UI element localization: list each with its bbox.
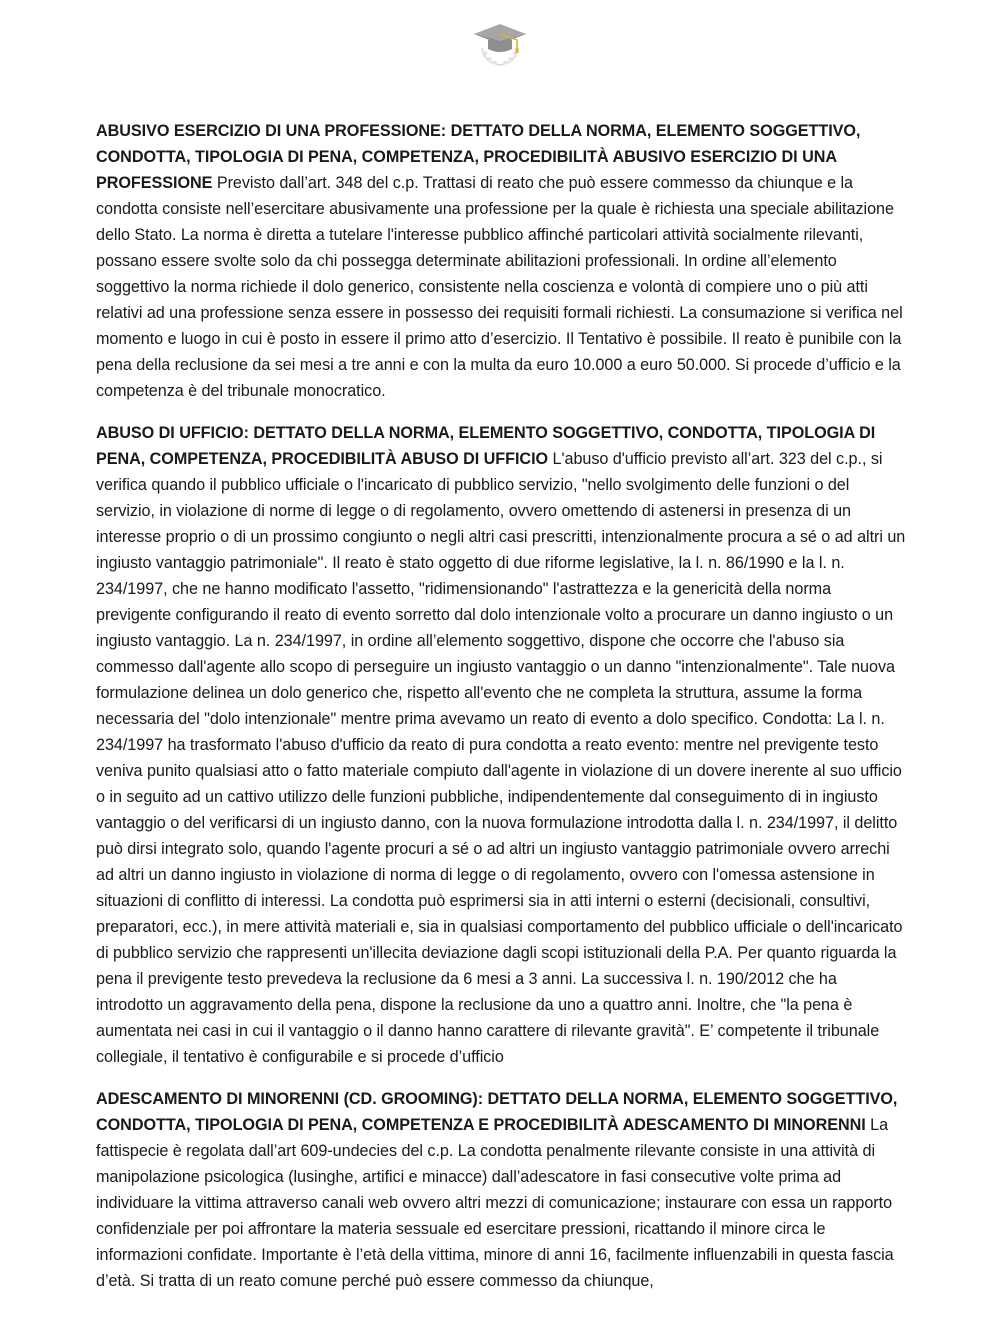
graduation-cap-icon — [470, 18, 530, 68]
section-heading: ABUSIVO ESERCIZIO DI UNA PROFESSIONE: DETTATO DELLA NORMA, ELEMENTO SOGGETTIVO, CONDOTTA, TIPOLOGIA DI PENA, COMPETENZA, PROCEDIBILITÀ ABUSIVO ESERCIZIO DI UNA PROFESSIONE — [96, 122, 861, 192]
section-adescamento-minorenni — [96, 1086, 908, 1294]
section-abusivo-esercizio — [96, 118, 908, 404]
section-text: L'abuso d'ufficio previsto all’art. 323 del c.p., si verifica quando il pubblico ufficiale o l'incaricato di pubblico servizio, "nello svolgimento delle funzioni o del servizio, in violazione di norme di legge o di regolamento, ovvero omettendo di astenersi in presenza di un interesse proprio o di un prossimo congiunto o negli altri casi prescritti, intenzionalmente procura a sé o ad altri un ingiusto vantaggio patrimoniale". Il reato è stato oggetto di due riforme legislative, la l. n. 86/1990 e la l. n. 234/1997, che ne hanno modificato l'assetto, "ridimensionando" l'astrattezza e la genericità della norma previgente configurando il reato di evento sorretto dal dolo intenzionale volto a procurare un danno ingiusto o un ingiusto vantaggio. La n. 234/1997, in ordine all’elemento soggettivo, dispone che occorre che l'abuso sia commesso dall'agente allo scopo di perseguire un ingiusto vantaggio o un danno "intenzionalmente". Tale nuova formulazione delinea un dolo generico che, rispetto all'evento che ne completa la struttura, assume la forma necessaria del "dolo intenzionale" mentre prima avevamo un reato di evento a dolo specifico. Condotta: La l. n. 234/1997 ha trasformato l'abuso d'ufficio da reato di pura condotta a reato evento: mentre nel previgente testo veniva punito qualsiasi atto o fatto materiale compiuto dall'agente in violazione di un dovere inerente al suo ufficio o in seguito ad un cattivo utilizzo delle funzioni pubbliche, indipendentemente dal conseguimento di in ingiusto vantaggio o del verificarsi di un ingiusto danno, con la nuova formulazione introdotta dalla l. n. 234/1997, il delitto può dirsi integrato solo, quando l'agente procuri a sé o ad altri un ingiusto vantaggio patrimoniale ovvero arrechi ad altri un danno ingiusto in violazione di norma di legge o di regolamento, ovvero con l'omessa astensione in situazioni di conflitto di interessi. La condotta può esprimersi sia in atti interni o esterni (decisionali, consultivi, preparatori, ecc.), in mere attività materiali e, sia in qualsiasi comportamento del pubblico ufficiale o dell'incaricato di pubblico servizio che rappresenti un'illecita deviazione dagli scopi istituzionali della P.A. Per quanto riguarda la pena il previgente testo prevedeva la reclusione da 6 mesi a 3 anni. La successiva l. n. 190/2012 che ha introdotto un aggravamento della pena, dispone la reclusione da uno a quattro anni. Inoltre, che "la pena è aumentata nei casi in cui il vantaggio o il danno hanno carattere di rilevante gravità". E’ competente il tribunale collegiale, il tentativo è configurabile e si procede d’ufficio — [96, 450, 906, 1066]
section-abuso-ufficio — [96, 420, 908, 1070]
section-heading: ABUSO DI UFFICIO: DETTATO DELLA NORMA, ELEMENTO SOGGETTIVO, CONDOTTA, TIPOLOGIA DI PENA, COMPETENZA, PROCEDIBILITÀ ABUSO DI UFFICIO — [96, 424, 876, 468]
section-text: Previsto dall’art. 348 del c.p. Trattasi di reato che può essere commesso da chiunque e la condotta consiste nell’esercitare abusivamente una professione per la quale è richiesta una speciale abilitazione dello Stato. La norma è diretta a tutelare l'interesse pubblico affinché particolari attività socialmente rilevanti, possano essere svolte solo da chi possegga determinate abilitazioni professionali. In ordine all’elemento soggettivo la norma richiede il dolo generico, consistente nella coscienza e volontà di compiere uno o più atti relativi ad una professione senza essere in possesso dei requisiti formali richiesti. La consumazione si verifica nel momento e luogo in cui è posto in essere il primo atto d’esercizio. Il Tentativo è possibile. Il reato è punibile con la pena della reclusione da sei mesi a tre anni e con la multa da euro 10.000 a euro 50.000. Si procede d’ufficio e la competenza è del tribunale monocratico. — [96, 174, 903, 400]
section-text: La fattispecie è regolata dall’art 609-undecies del c.p. La condotta penalmente rilevante consiste in una attività di manipolazione psicologica (lusinghe, artifici e minacce) dall’adescatore in fasi consecutive volte prima ad individuare la vittima attraverso canali web ovvero altri mezzi di comunicazione; instaurare con essa un rapporto confidenziale per poi affrontare la materia sessuale ed esercitare pressioni, ricattando il minore circa le informazioni confidate. Importante è l’età della vittima, minore di anni 16, facilmente influenzabili in questa fascia d’età. Si tratta di un reato comune perché può essere commesso da chiunque, — [96, 1116, 894, 1290]
document-body — [96, 118, 908, 1310]
section-heading: ADESCAMENTO DI MINORENNI (CD. GROOMING): DETTATO DELLA NORMA, ELEMENTO SOGGETTIVO, CONDOTTA, TIPOLOGIA DI PENA, COMPETENZA E PROCEDIBILITÀ ADESCAMENTO DI MINORENNI — [96, 1090, 898, 1134]
